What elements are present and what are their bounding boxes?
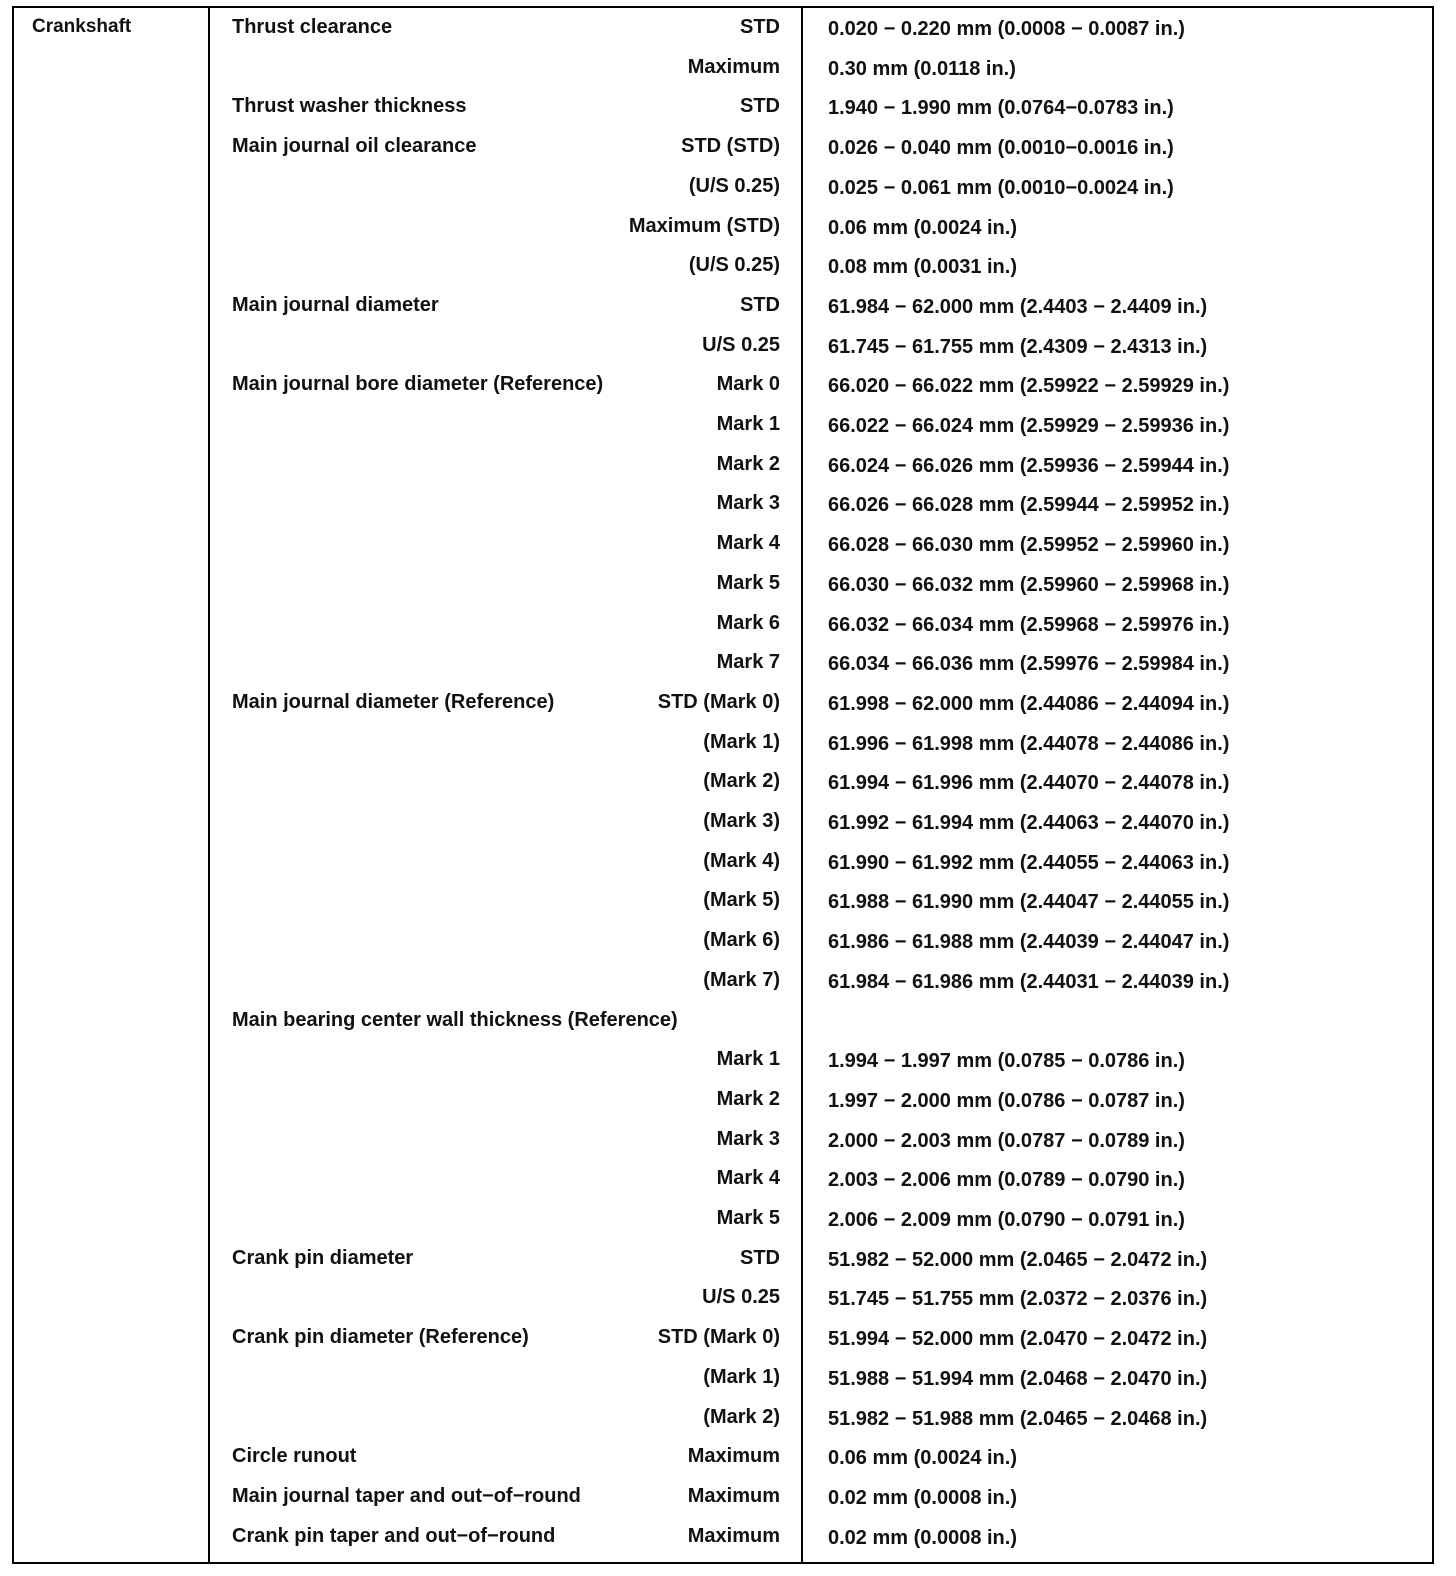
spec-item: Main journal diameter (Reference) (232, 690, 555, 713)
spec-value: 0.06 mm (0.0024 in.) (828, 216, 1017, 239)
spec-condition: (Mark 6) (703, 929, 780, 952)
spec-value: 0.025 − 0.061 mm (0.0010−0.0024 in.) (828, 176, 1174, 199)
spec-condition: Mark 4 (716, 1167, 780, 1190)
spec-item: Main bearing center wall thickness (Reference) (232, 1008, 678, 1031)
table-row (14, 1120, 1432, 1160)
spec-table (12, 6, 1434, 1564)
table-row (14, 1477, 1432, 1517)
spec-condition: STD (740, 16, 780, 38)
spec-condition: Mark 3 (716, 1127, 780, 1150)
spec-condition: STD (Mark 0) (657, 690, 780, 713)
spec-condition: Mark 5 (716, 571, 780, 594)
spec-value: 0.026 − 0.040 mm (0.0010−0.0016 in.) (828, 137, 1174, 160)
spec-condition: STD (Mark 0) (657, 1326, 780, 1349)
table-row (14, 683, 1432, 723)
spec-condition: Mark 2 (716, 1087, 780, 1110)
spec-value: 61.988 − 61.990 mm (2.44047 − 2.44055 in.) (828, 891, 1230, 914)
table-row (14, 207, 1432, 247)
spec-value: 0.02 mm (0.0008 in.) (828, 1526, 1017, 1549)
table-row (14, 1437, 1432, 1477)
table-row (14, 1159, 1432, 1199)
table-row (14, 1517, 1432, 1557)
table-row (14, 87, 1432, 127)
spec-condition: U/S 0.25 (702, 333, 780, 356)
table-row (14, 1239, 1432, 1279)
spec-condition: (U/S 0.25) (688, 174, 780, 197)
table-row (14, 1199, 1432, 1239)
spec-value: 66.030 − 66.032 mm (2.59960 − 2.59968 in.) (828, 573, 1230, 596)
spec-condition: Mark 7 (716, 651, 780, 674)
spec-value: 66.032 − 66.034 mm (2.59968 − 2.59976 in.) (828, 613, 1230, 636)
spec-item: Main journal oil clearance (232, 135, 477, 158)
table-row (14, 48, 1432, 88)
table-row (14, 643, 1432, 683)
spec-value: 61.984 − 61.986 mm (2.44031 − 2.44039 in.) (828, 970, 1230, 993)
spec-condition: STD (740, 95, 780, 118)
spec-value: 1.994 − 1.997 mm (0.0785 − 0.0786 in.) (828, 1050, 1185, 1073)
spec-value: 61.998 − 62.000 mm (2.44086 − 2.44094 in.) (828, 692, 1230, 715)
spec-condition: Maximum (STD) (628, 214, 780, 237)
spec-condition: Maximum (687, 1524, 780, 1547)
spec-condition: STD (STD) (681, 135, 780, 158)
spec-value: 61.986 − 61.988 mm (2.44039 − 2.44047 in.) (828, 931, 1230, 954)
spec-value: 0.020 − 0.220 mm (0.0008 − 0.0087 in.) (828, 18, 1185, 40)
spec-condition: Maximum (687, 55, 780, 78)
table-row (14, 881, 1432, 921)
spec-condition: Mark 5 (716, 1207, 780, 1229)
table-row (14, 723, 1432, 763)
spec-value: 1.997 − 2.000 mm (0.0786 − 0.0787 in.) (828, 1089, 1185, 1112)
spec-item: Circle runout (232, 1445, 357, 1468)
spec-item: Main journal bore diameter (Reference) (232, 373, 604, 396)
table-row (14, 484, 1432, 524)
spec-value: 51.982 − 52.000 mm (2.0465 − 2.0472 in.) (828, 1248, 1208, 1271)
table-row (14, 762, 1432, 802)
spec-item: Main journal diameter (232, 293, 439, 316)
spec-condition: (Mark 1) (703, 730, 780, 753)
spec-condition: Mark 0 (716, 373, 780, 396)
spec-item: Thrust washer thickness (232, 95, 467, 118)
spec-value: 0.02 mm (0.0008 in.) (828, 1486, 1017, 1509)
table-row (14, 167, 1432, 207)
table-row (14, 326, 1432, 366)
spec-item: Crank pin diameter (232, 1246, 414, 1269)
table-row (14, 246, 1432, 286)
table-row (14, 604, 1432, 644)
spec-value: 66.022 − 66.024 mm (2.59929 − 2.59936 in.) (828, 415, 1230, 437)
spec-condition: Maximum (687, 1445, 780, 1468)
spec-value: 61.990 − 61.992 mm (2.44055 − 2.44063 in.) (828, 851, 1230, 874)
spec-condition: Mark 6 (716, 611, 780, 634)
spec-condition: STD (740, 1246, 780, 1269)
spec-condition: Maximum (687, 1484, 780, 1507)
spec-condition: Mark 2 (716, 452, 780, 475)
spec-value: 51.745 − 51.755 mm (2.0372 − 2.0376 in.) (828, 1288, 1208, 1311)
table-row (14, 1398, 1432, 1438)
table-row (14, 1278, 1432, 1318)
spec-condition: Mark 3 (716, 492, 780, 515)
table-row (14, 286, 1432, 326)
spec-value: 0.30 mm (0.0118 in.) (828, 57, 1016, 80)
spec-value: 51.994 − 52.000 mm (2.0470 − 2.0472 in.) (828, 1328, 1208, 1351)
spec-condition: U/S 0.25 (702, 1286, 780, 1309)
spec-condition: (Mark 2) (703, 1405, 780, 1428)
spec-value: 66.020 − 66.022 mm (2.59922 − 2.59929 in.) (828, 375, 1230, 398)
table-row (14, 1318, 1432, 1358)
spec-value: 66.024 − 66.026 mm (2.59936 − 2.59944 in.) (828, 454, 1230, 477)
spec-condition: (Mark 5) (703, 889, 780, 912)
spec-value: 66.026 − 66.028 mm (2.59944 − 2.59952 in.) (828, 494, 1230, 517)
spec-value: 51.982 − 51.988 mm (2.0465 − 2.0468 in.) (828, 1407, 1208, 1430)
spec-condition: Mark 1 (716, 413, 780, 435)
spec-condition: (Mark 1) (703, 1365, 780, 1388)
spec-value: 61.745 − 61.755 mm (2.4309 − 2.4313 in.) (828, 335, 1208, 358)
spec-value: 1.940 − 1.990 mm (0.0764−0.0783 in.) (828, 97, 1174, 120)
spec-value: 66.034 − 66.036 mm (2.59976 − 2.59984 in.) (828, 653, 1230, 676)
spec-value: 2.006 − 2.009 mm (0.0790 − 0.0791 in.) (828, 1209, 1185, 1231)
table-row (14, 127, 1432, 167)
table-row (14, 405, 1432, 445)
table-row (14, 365, 1432, 405)
table-row (14, 1040, 1432, 1080)
spec-item: Thrust clearance (232, 16, 393, 38)
section-title: Crankshaft (32, 16, 132, 37)
spec-condition: (Mark 2) (703, 770, 780, 793)
spec-value: 66.028 − 66.030 mm (2.59952 − 2.59960 in.) (828, 534, 1230, 557)
spec-condition: (Mark 7) (703, 968, 780, 991)
spec-condition: (U/S 0.25) (688, 254, 780, 277)
spec-item: Main journal taper and out−of−round (232, 1484, 581, 1507)
spec-value: 61.984 − 62.000 mm (2.4403 − 2.4409 in.) (828, 295, 1208, 318)
table-row (14, 1001, 1432, 1041)
spec-item: Crank pin diameter (Reference) (232, 1326, 529, 1349)
spec-condition: STD (740, 293, 780, 316)
table-row (14, 961, 1432, 1001)
spec-condition: Mark 4 (716, 532, 780, 555)
spec-value: 61.996 − 61.998 mm (2.44078 − 2.44086 in.) (828, 732, 1230, 755)
table-row (14, 921, 1432, 961)
spec-condition: (Mark 4) (703, 849, 780, 872)
spec-value: 0.06 mm (0.0024 in.) (828, 1447, 1017, 1470)
spec-item: Crank pin taper and out−of−round (232, 1524, 556, 1547)
table-row (14, 8, 1432, 48)
table-row (14, 802, 1432, 842)
spec-value: 61.994 − 61.996 mm (2.44070 − 2.44078 in.) (828, 772, 1230, 795)
spec-value: 51.988 − 51.994 mm (2.0468 − 2.0470 in.) (828, 1367, 1208, 1390)
table-row (14, 1358, 1432, 1398)
table-row (14, 564, 1432, 604)
spec-value: 2.000 − 2.003 mm (0.0787 − 0.0789 in.) (828, 1129, 1185, 1152)
spec-value: 2.003 − 2.006 mm (0.0789 − 0.0790 in.) (828, 1169, 1185, 1192)
table-row (14, 842, 1432, 882)
spec-condition: (Mark 3) (703, 810, 780, 832)
spec-value: 61.992 − 61.994 mm (2.44063 − 2.44070 in.) (828, 812, 1230, 834)
table-row (14, 445, 1432, 485)
table-row (14, 524, 1432, 564)
spec-value: 0.08 mm (0.0031 in.) (828, 256, 1017, 279)
table-row (14, 1080, 1432, 1120)
spec-condition: Mark 1 (716, 1048, 780, 1071)
